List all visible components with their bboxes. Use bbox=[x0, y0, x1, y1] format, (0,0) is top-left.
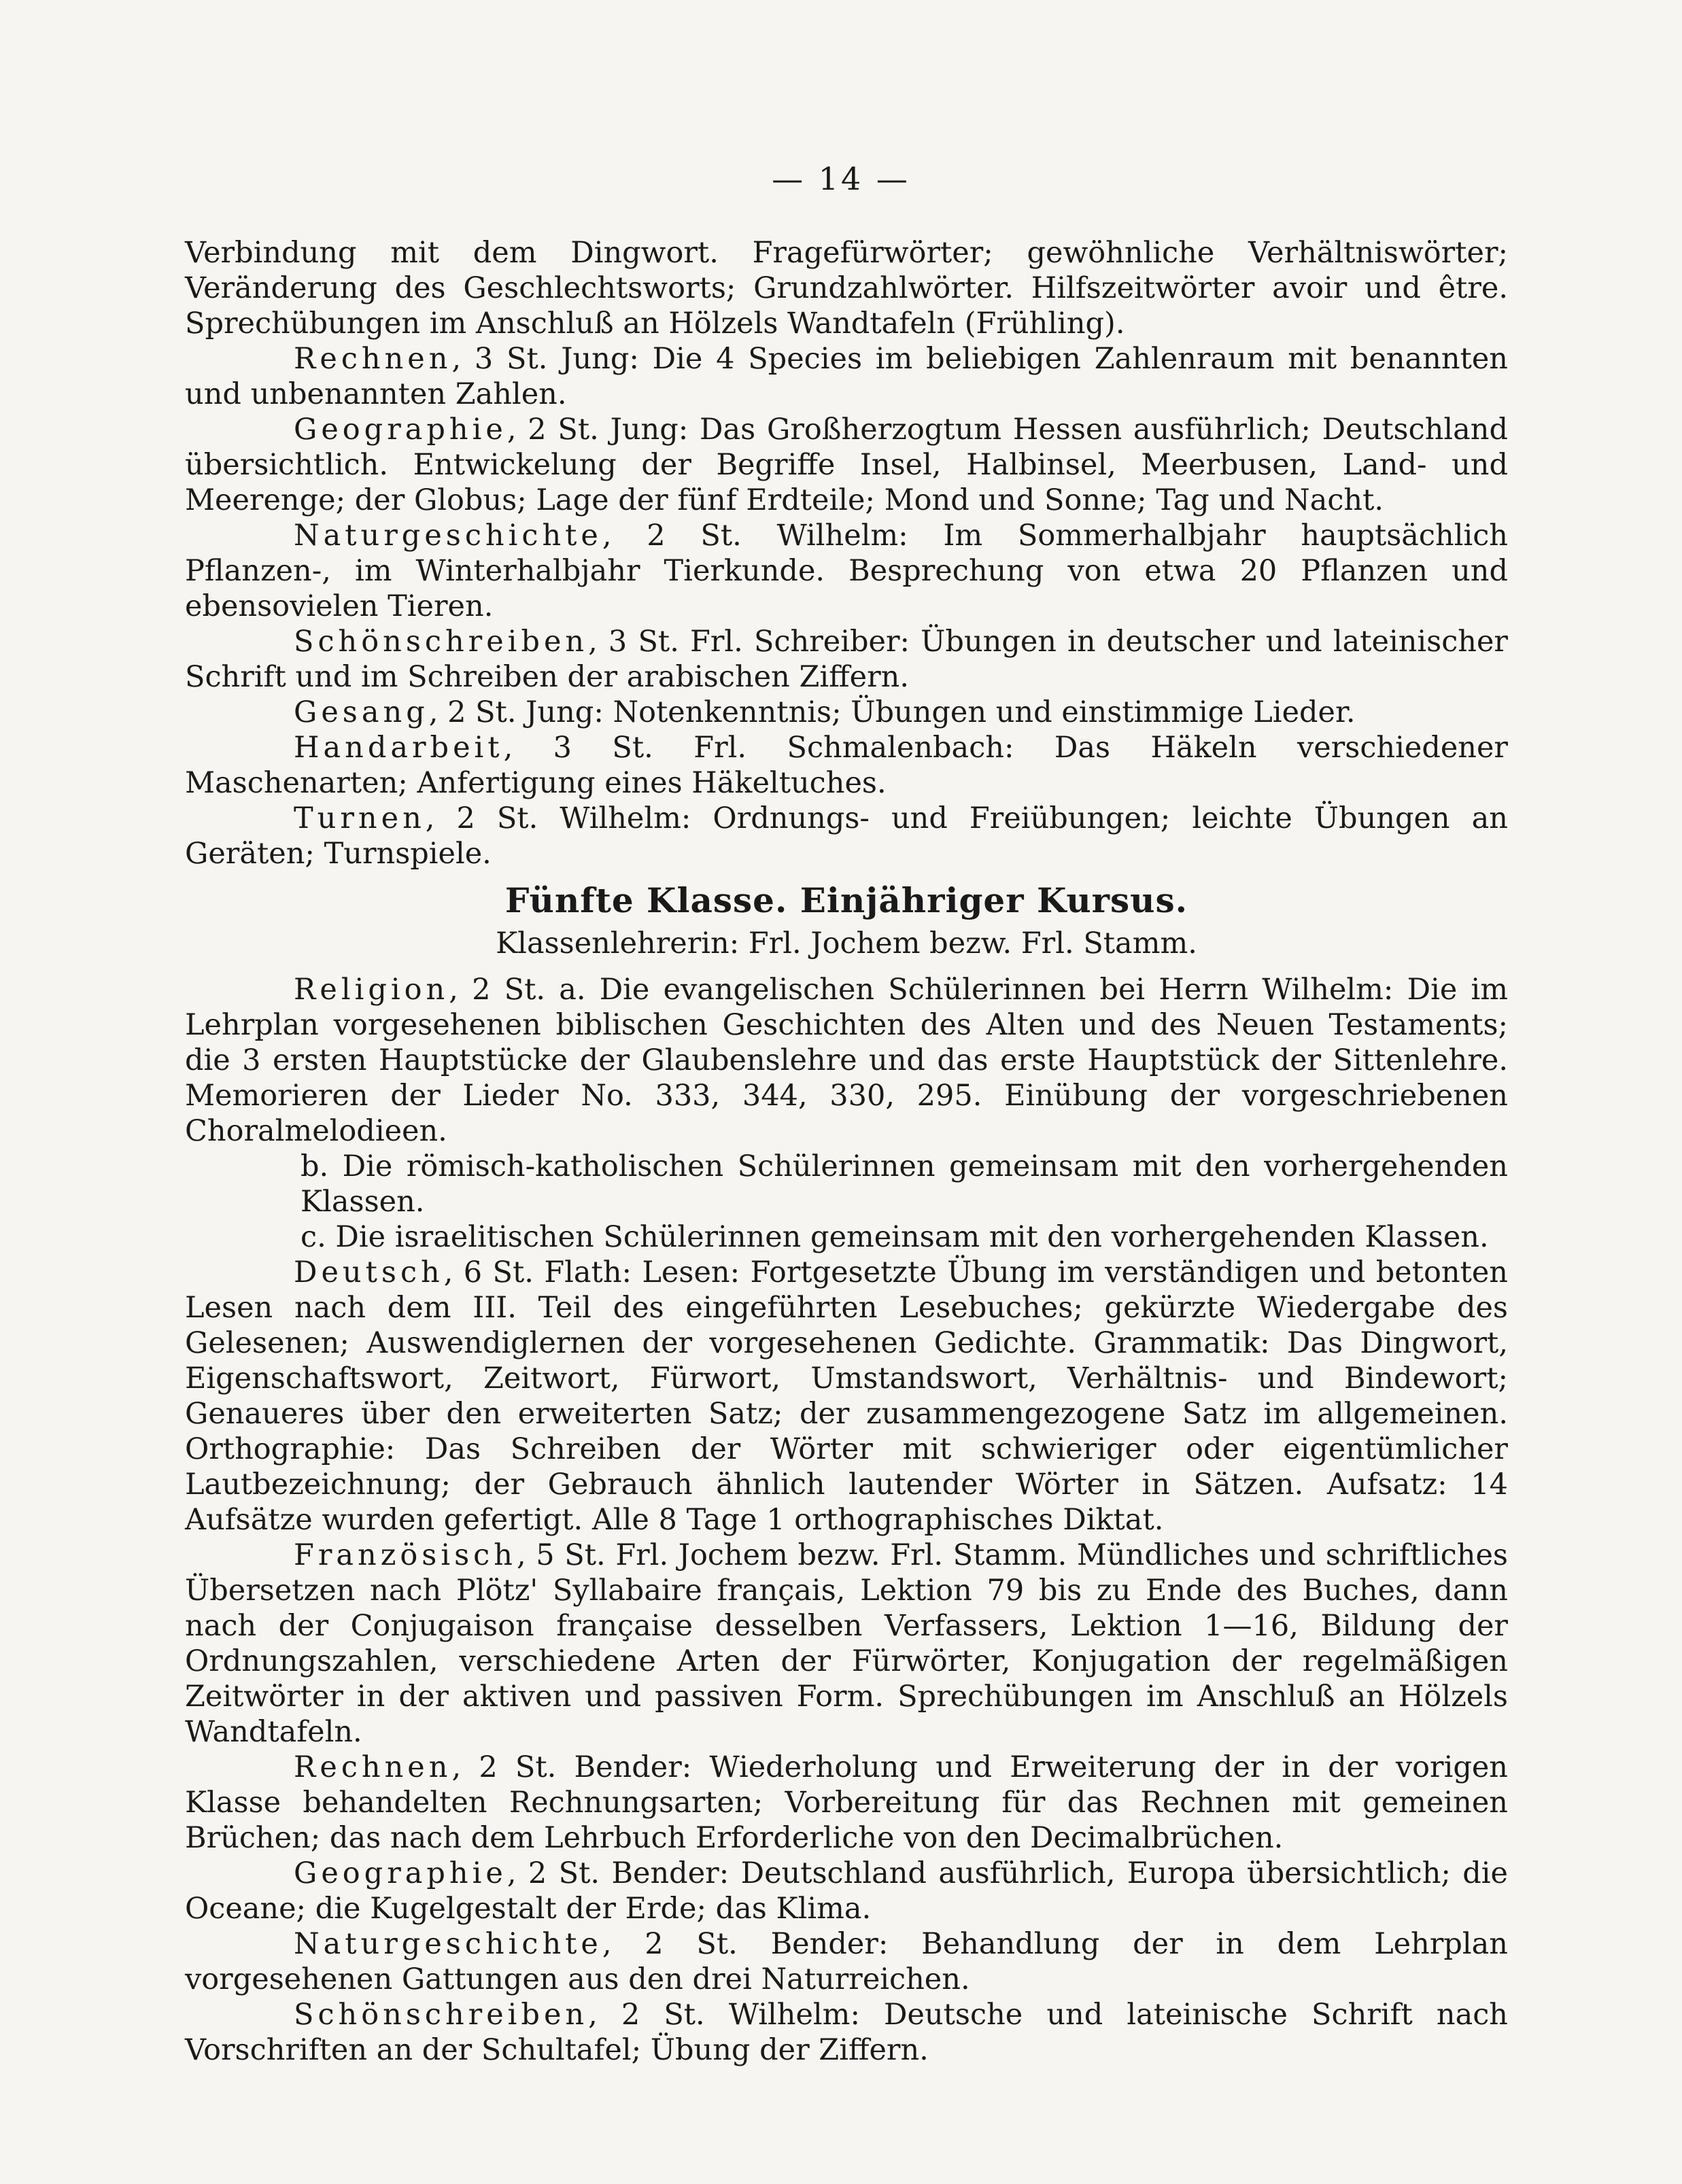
paragraph-religion-c: c. Die israelitischen Schülerinnen gemeinsam mit den vorhergehenden Klassen. bbox=[301, 1220, 1489, 1254]
subject-label: Rechnen bbox=[294, 342, 452, 376]
paragraph-gesang bbox=[185, 695, 1508, 730]
subject-label: Naturgeschichte bbox=[294, 1927, 602, 1961]
paragraph-text: , 2 St. Wilhelm: Deutsche und lateinische Schrift nach Vorschriften an der Schultafel; Übung der Ziffern. bbox=[185, 1998, 1508, 2067]
subject-label: Naturgeschichte bbox=[294, 519, 602, 553]
subject-label: Gesang bbox=[294, 695, 429, 729]
paragraph-schoenschreiben bbox=[185, 624, 1508, 695]
paragraph-text: , 2 St. Jung: Notenkenntnis; Übungen und einstimmige Lieder. bbox=[428, 695, 1356, 729]
paragraph-text: , 2 St. Wilhelm: Im Sommerhalbjahr hauptsächlich Pflanzen-, im Winterhalbjahr Tierkunde. Besprechung von etwa 20 Pflanzen und ebensovielen Tieren. bbox=[185, 519, 1508, 623]
subject-label: Turnen bbox=[294, 801, 426, 835]
paragraph-naturgeschichte-5 bbox=[185, 1926, 1508, 1997]
paragraph-text: , 2 St. Bender: Deutschland ausführlich, Europa übersichtlich; die Oceane; die Kugelgestalt der Erde; das Klima. bbox=[185, 1856, 1508, 1926]
paragraph-text: , 3 St. Frl. Schmalenbach: Das Häkeln verschiedener Maschenarten; Anfertigung eines Häkeltuches. bbox=[185, 731, 1508, 800]
paragraph-text: , 2 St. Bender: Behandlung der in dem Lehrplan vorgesehenen Gattungen aus den drei Naturreichen. bbox=[185, 1927, 1508, 1996]
paragraph-religion bbox=[185, 972, 1508, 1149]
paragraph-deutsch bbox=[185, 1255, 1508, 1538]
paragraph-handarbeit bbox=[185, 730, 1508, 801]
body-text bbox=[185, 235, 1508, 2068]
paragraph-rechnen bbox=[185, 341, 1508, 412]
subject-label: Rechnen bbox=[294, 1750, 452, 1784]
paragraph-religion-b: b. Die römisch-katholischen Schülerinnen gemeinsam mit den vorhergehenden Klassen. bbox=[301, 1149, 1508, 1219]
paragraph-schoenschreiben-5 bbox=[185, 1997, 1508, 2068]
paragraph-geographie bbox=[185, 412, 1508, 518]
paragraph-franzoesisch bbox=[185, 1538, 1508, 1750]
paragraph-continuation: Verbindung mit dem Dingwort. Fragefürwörter; gewöhnliche Verhältniswörter; Veränderung des Geschlechtsworts; Grundzahlwörter. Hilfszeitwörter avoir und être. Sprechübungen im Anschluß an Hölzels Wandtafeln (Frühling). bbox=[185, 236, 1508, 341]
paragraph-geographie-5 bbox=[185, 1856, 1508, 1926]
paragraph-text: , 3 St. Jung: Die 4 Species im beliebigen Zahlenraum mit benannten und unbenannten Zahlen. bbox=[185, 342, 1508, 411]
page-number: — 14 — bbox=[772, 160, 910, 197]
subject-label: Deutsch bbox=[294, 1255, 444, 1289]
paragraph-rechnen-5 bbox=[185, 1750, 1508, 1856]
paragraph-text: , 2 St. Wilhelm: Ordnungs- und Freiübungen; leichte Übungen an Geräten; Turnspiele. bbox=[185, 801, 1508, 871]
paragraph-text: , 3 St. Frl. Schreiber: Übungen in deutscher und lateinischer Schrift und im Schreiben der arabischen Ziffern. bbox=[185, 625, 1508, 694]
subject-label: Schönschreiben bbox=[294, 625, 589, 659]
paragraph-text: , 2 St. a. Die evangelischen Schülerinnen bei Herrn Wilhelm: Die im Lehrplan vorgesehenen biblischen Geschichten des Alten und des Neuen Testaments; die 3 ersten Hauptstücke der Glaubenslehre und das erste Hauptstück der Sittenlehre. Memorieren der Lieder No. 333, 344, 330, 295. Einübung der vorgeschriebenen Choralmelodieen. bbox=[185, 973, 1508, 1148]
paragraph-text: , 5 St. Frl. Jochem bezw. Frl. Stamm. Mündliches und schriftliches Übersetzen nach Plötz' Syllabaire français, Lektion 79 bis zu Ende des Buches, dann nach der Conjugaison française desselben Verfassers, Lektion 1—16, Bildung der Ordnungszahlen, verschiedene Arten der Fürwörter, Konjugation der regelmäßigen Zeitwörter in der aktiven und passiven Form. Sprechübungen im Anschluß an Hölzels Wandtafeln. bbox=[185, 1538, 1508, 1749]
subject-label: Geographie bbox=[294, 413, 507, 447]
paragraph-text: , 2 St. Jung: Das Großherzogtum Hessen ausführlich; Deutschland übersichtlich. Entwickelung der Begriffe Insel, Halbinsel, Meerbusen, Land- und Meerenge; der Globus; Lage der fünf Erdteile; Mond und Sonne; Tag und Nacht. bbox=[185, 413, 1508, 517]
class-teacher-line: Klassenlehrerin: Frl. Jochem bezw. Frl. Stamm. bbox=[496, 926, 1197, 960]
paragraph-text: , 6 St. Flath: Lesen: Fortgesetzte Übung im verständigen und betonten Lesen nach dem III. Teil des eingeführten Lesebuches; gekürzte Wiedergabe des Gelesenen; Auswendiglernen der vorgesehenen Gedichte. Grammatik: Das Dingwort, Eigenschaftswort, Zeitwort, Fürwort, Umstandswort, Verhältnis- und Bindewort; Genaueres über den erweiterten Satz; der zusammengezogene Satz im allgemeinen. Orthographie: Das Schreiben der Wörter mit schwieriger oder eigentümlicher Lautbezeichnung; der Gebrauch ähnlich lautender Wörter in Sätzen. Aufsatz: 14 Aufsätze wurden gefertigt. Alle 8 Tage 1 orthographisches Diktat. bbox=[185, 1255, 1508, 1537]
paragraph-text: , 2 St. Bender: Wiederholung und Erweiterung der in der vorigen Klasse behandelten Rechnungsarten; Vorbereitung für das Rechnen mit gemeinen Brüchen; das nach dem Lehrbuch Erforderliche von den Decimalbrüchen. bbox=[185, 1750, 1508, 1855]
subject-label: Geographie bbox=[294, 1856, 507, 1890]
subject-label: Französisch bbox=[294, 1538, 517, 1572]
paragraph-turnen bbox=[185, 801, 1508, 871]
section-heading: Fünfte Klasse. Einjähriger Kursus. bbox=[504, 880, 1188, 920]
subject-label: Handarbeit bbox=[294, 731, 504, 765]
paragraph-naturgeschichte bbox=[185, 518, 1508, 624]
subject-label: Religion bbox=[294, 973, 449, 1007]
subject-label: Schönschreiben bbox=[294, 1998, 589, 2032]
